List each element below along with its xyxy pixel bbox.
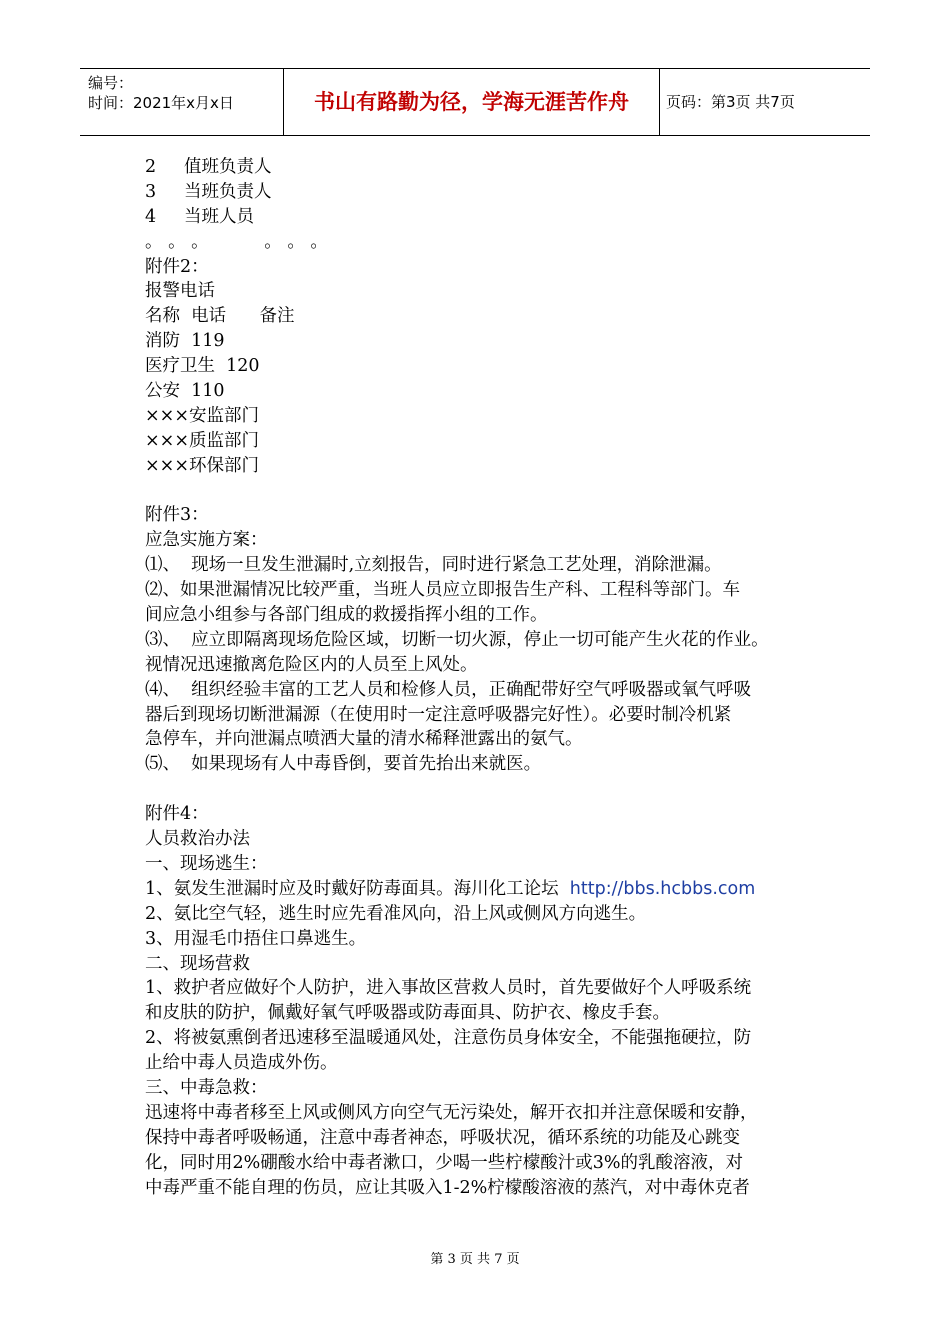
paragraph-line: ⑵、如果泄漏情况比较严重，当班人员应立即报告生产科、工程科等部门。车 xyxy=(145,580,740,601)
paragraph-line: 止给中毒人员造成外伤。 xyxy=(145,1053,338,1074)
paragraph-line: 中毒严重不能自理的伤员，应让其吸入1-2%柠檬酸溶液的蒸汽，对中毒休克者 xyxy=(145,1177,750,1198)
section-title: 人员救治办法 xyxy=(145,829,250,850)
header-page-number: 页码：第3页 共7页 xyxy=(666,93,795,111)
paragraph-line: 器后到现场切断泄漏源（在使用时一定注意呼吸器完好性）。必要时制冷机紧 xyxy=(145,704,732,725)
subsection-heading: 三、中毒急救： xyxy=(145,1077,268,1098)
list-item: 4 当班人员 xyxy=(145,206,254,227)
paragraph-line: ⑴、 现场一旦发生泄漏时,立刻报告，同时进行紧急工艺处理，消除泄漏。 xyxy=(145,555,722,576)
document-body xyxy=(145,155,805,1200)
phone-row: 医疗卫生 120 xyxy=(145,356,260,377)
appendix-4-heading: 附件4： xyxy=(145,804,209,825)
paragraph-line: 视情况迅速撤离危险区内的人员至上风处。 xyxy=(145,654,478,675)
phone-row: 消防 119 xyxy=(145,331,225,352)
paragraph-line: 2、氨比空气轻，逃生时应先看准风向，沿上风或侧风方向逃生。 xyxy=(145,903,647,924)
paragraph-line: ⑸、 如果现场有人中毒昏倒，要首先抬出来就医。 xyxy=(145,754,542,775)
table-header-row: 名称 电话 备注 xyxy=(145,306,295,327)
document-date-label: 时间：2021年x月x日 xyxy=(88,94,234,112)
section-title: 应急实施方案： xyxy=(145,530,268,551)
subsection-heading: 二、现场营救 xyxy=(145,953,250,974)
paragraph-line: 1、救护者应做好个人防护，进入事故区营救人员时，首先要做好个人呼吸系统 xyxy=(145,978,752,999)
phone-row: ×××环保部门 xyxy=(145,455,259,476)
section-title: 报警电话 xyxy=(145,281,215,302)
header-info xyxy=(80,69,283,135)
subsection-heading: 一、现场逃生： xyxy=(145,853,268,874)
list-item: 2 值班负责人 xyxy=(145,157,272,177)
header-motto: 书山有路勤为径，学海无涯苦作舟 xyxy=(283,69,660,135)
paragraph-line: 3、用湿毛巾捂住口鼻逃生。 xyxy=(145,928,367,949)
spacer xyxy=(145,777,805,802)
page-footer: 第 3 页 共 7 页 xyxy=(430,1252,520,1267)
appendix-2-heading: 附件2： xyxy=(145,256,209,277)
page-header xyxy=(80,68,870,136)
paragraph-line: 2、将被氨熏倒者迅速移至温暖通风处，注意伤员身体安全，不能强拖硬拉，防 xyxy=(145,1028,752,1049)
forum-link[interactable]: http://bbs.hcbbs.com xyxy=(569,878,756,899)
paragraph-line: 间应急小组参与各部门组成的救援指挥小组的工作。 xyxy=(145,605,548,626)
ellipsis-line: 。 。 。 。 。 。 xyxy=(145,231,328,252)
paragraph-line: ⑶、 应立即隔离现场危险区域，切断一切火源，停止一切可能产生火花的作业。 xyxy=(145,629,769,650)
appendix-3-heading: 附件3： xyxy=(145,505,209,526)
spacer xyxy=(145,479,805,504)
paragraph-text: 1、氨发生泄漏时应及时戴好防毒面具。海川化工论坛 xyxy=(145,878,570,899)
paragraph-line xyxy=(145,877,805,902)
paragraph-line: 急停车，并向泄漏点喷洒大量的清水稀释泄露出的氨气。 xyxy=(145,729,583,750)
paragraph-line: 保持中毒者呼吸畅通，注意中毒者神态，呼吸状况，循环系统的功能及心跳变 xyxy=(145,1127,740,1148)
document-number-label: 编号： xyxy=(88,74,134,92)
phone-row: ×××安监部门 xyxy=(145,405,259,426)
paragraph-line: 和皮肤的防护，佩戴好氧气呼吸器或防毒面具、防护衣、橡皮手套。 xyxy=(145,1003,670,1024)
paragraph-line: 迅速将中毒者移至上风或侧风方向空气无污染处，解开衣扣并注意保暖和安静， xyxy=(145,1102,758,1123)
paragraph-line: 化，同时用2%硼酸水给中毒者漱口，少喝一些柠檬酸汁或3%的乳酸溶液，对 xyxy=(145,1152,744,1173)
list-item: 3 当班负责人 xyxy=(145,181,272,202)
phone-row: 公安 110 xyxy=(145,381,225,402)
paragraph-line: ⑷、 组织经验丰富的工艺人员和检修人员，正确配带好空气呼吸器或氧气呼吸 xyxy=(145,679,752,700)
phone-row: ×××质监部门 xyxy=(145,430,259,451)
